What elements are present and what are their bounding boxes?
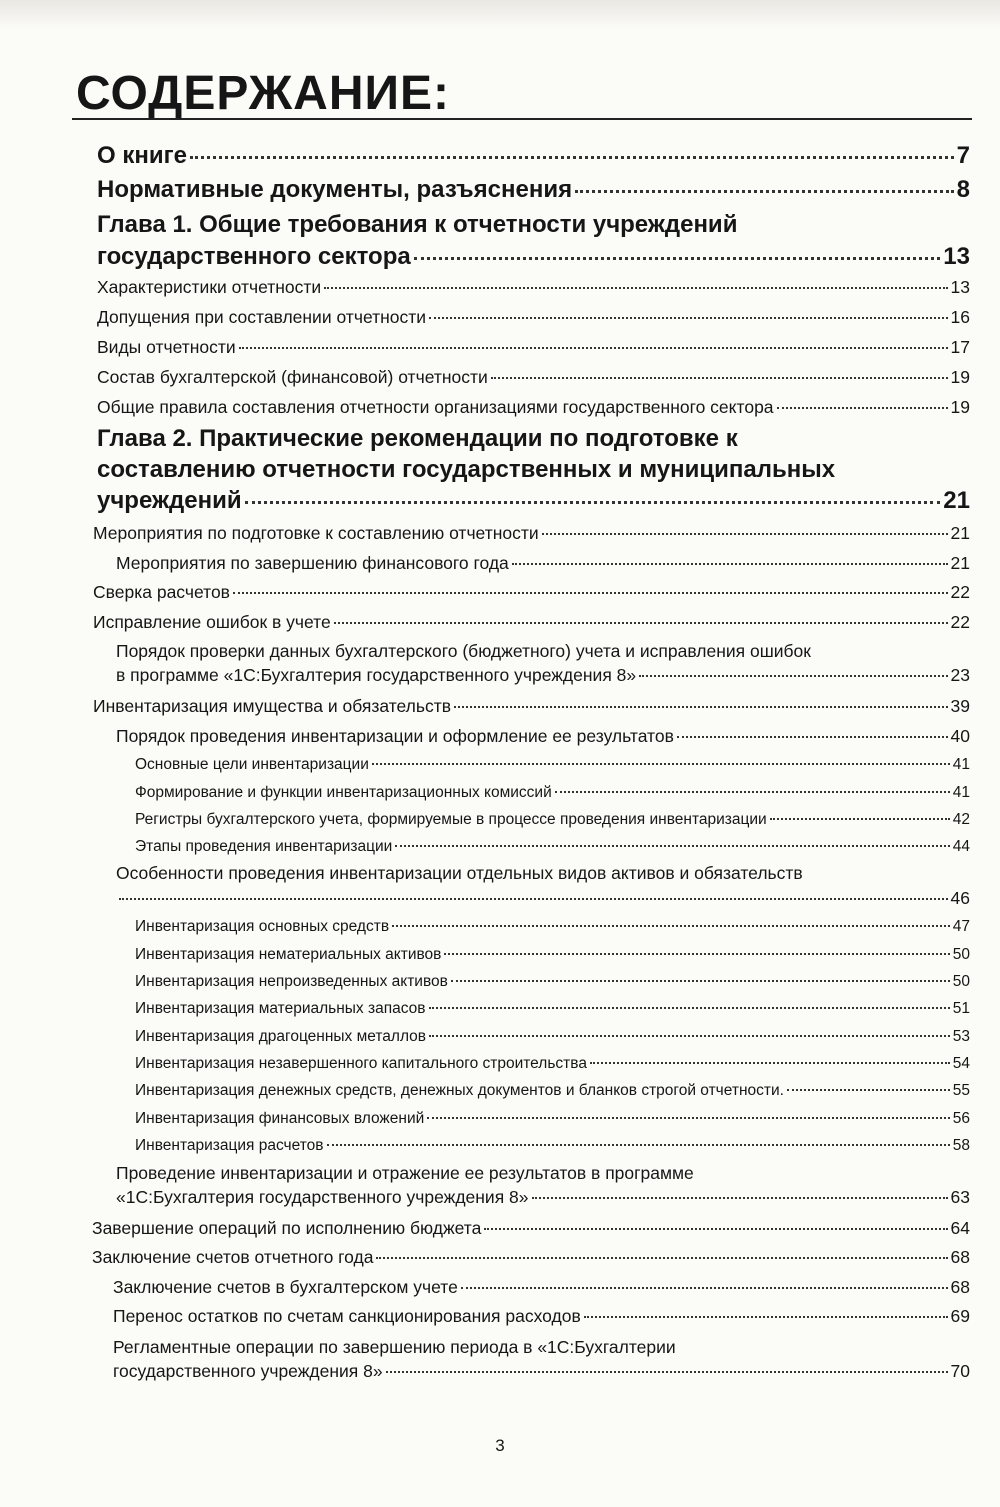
- dot-leader: [245, 501, 941, 504]
- toc-entry-label: Завершение операций по исполнению бюджета: [92, 1218, 482, 1238]
- toc-entry-label: Этапы проведения инвентаризации: [135, 838, 393, 855]
- dot-leader: [575, 190, 954, 193]
- toc-entry-label: Инвентаризация драгоценных металлов: [135, 1028, 427, 1045]
- toc-entry-page: 63: [950, 1187, 970, 1207]
- toc-entry[interactable]: [92, 1218, 970, 1239]
- toc-entry-label: О книге: [97, 142, 187, 169]
- toc-entry-label: Инвентаризация имущества и обязательств: [93, 696, 452, 716]
- toc-entry[interactable]: [97, 397, 970, 418]
- toc-entry-label: Общие правила составления отчетности организациями государственного сектора: [97, 397, 774, 417]
- dot-leader: [639, 675, 947, 677]
- toc-entry[interactable]: [97, 277, 970, 298]
- toc-entry-page: 64: [950, 1218, 970, 1238]
- dot-leader: [239, 347, 948, 349]
- toc-entry-label: Виды отчетности: [97, 337, 236, 357]
- toc-entry-label: Состав бухгалтерской (финансовой) отчетности: [97, 367, 488, 387]
- toc-entry-page: 19: [950, 367, 970, 387]
- toc-entry-page: 70: [950, 1361, 970, 1381]
- toc-entry[interactable]: [113, 1277, 970, 1298]
- toc-entry-page: 23: [950, 665, 970, 685]
- toc-entry-page: 42: [952, 811, 970, 828]
- toc-entry-label-continued: «1С:Бухгалтерия государственного учреждения 8»: [116, 1187, 529, 1207]
- toc-entry[interactable]: [113, 1337, 970, 1382]
- dot-leader: [190, 156, 954, 159]
- toc-entry-label: Инвентаризация материальных запасов: [135, 1000, 426, 1017]
- toc-entry-label-continued: учреждений: [97, 487, 242, 514]
- title-divider: [72, 118, 972, 120]
- toc-entry-chapter-2[interactable]: [97, 425, 970, 515]
- toc-entry[interactable]: [135, 838, 970, 856]
- dot-leader: [451, 980, 950, 982]
- dot-leader: [584, 1316, 948, 1318]
- toc-entry-label: Мероприятия по подготовке к составлению отчетности: [93, 523, 539, 543]
- toc-entry-page: 41: [952, 756, 970, 773]
- toc-entry-page: 16: [950, 307, 970, 327]
- page-title: СОДЕРЖАНИЕ:: [76, 67, 450, 120]
- toc-entry[interactable]: [97, 307, 970, 328]
- dot-leader: [414, 257, 941, 260]
- toc-entry-page: 44: [952, 838, 970, 855]
- toc-entry-page: 13: [950, 277, 970, 297]
- toc-entry-page: 47: [952, 918, 970, 935]
- dot-leader: [119, 898, 948, 900]
- toc-entry-page: 21: [943, 487, 970, 514]
- toc-entry[interactable]: [93, 523, 970, 544]
- dot-leader: [376, 1257, 947, 1259]
- toc-entry-page: 22: [950, 582, 970, 602]
- dot-leader: [334, 622, 948, 624]
- toc-entry-page: 19: [950, 397, 970, 417]
- dot-leader: [429, 317, 947, 319]
- toc-entry[interactable]: [93, 612, 970, 633]
- toc-entry-page: 21: [950, 553, 970, 573]
- dot-leader: [555, 791, 950, 793]
- toc-entry-page: 13: [943, 243, 970, 270]
- toc-entry-label: Заключение счетов в бухгалтерском учете: [113, 1277, 458, 1297]
- toc-entry-page: 50: [952, 973, 970, 990]
- toc-entry-label: Глава 1. Общие требования к отчетности учреждений: [97, 211, 738, 238]
- dot-leader: [386, 1371, 948, 1373]
- toc-entry-chapter-1[interactable]: [97, 211, 970, 271]
- toc-entry-page: 40: [950, 726, 970, 746]
- toc-entry-label: Сверка расчетов: [93, 582, 230, 602]
- toc-entry[interactable]: [135, 1028, 970, 1046]
- toc-entry[interactable]: [97, 367, 970, 388]
- toc-entry-page: 22: [950, 612, 970, 632]
- toc-entry[interactable]: [135, 918, 970, 936]
- toc-entry[interactable]: [135, 784, 970, 802]
- dot-leader: [777, 407, 948, 409]
- toc-entry-label: Основные цели инвентаризации: [135, 756, 369, 773]
- toc-entry-page: 68: [950, 1277, 970, 1297]
- toc-entry[interactable]: [135, 946, 970, 964]
- toc-entry[interactable]: [97, 337, 970, 358]
- toc-entry-page: 8: [956, 176, 970, 203]
- toc-entry-page: 53: [952, 1028, 970, 1045]
- toc-entry-label: Инвентаризация основных средств: [135, 918, 390, 935]
- toc-entry-page: 69: [950, 1306, 970, 1326]
- toc-entry[interactable]: [116, 863, 970, 909]
- toc-entry-page: 55: [952, 1082, 970, 1099]
- toc-entry-label: Мероприятия по завершению финансового года: [116, 553, 509, 573]
- toc-entry-label: Инвентаризация нематериальных активов: [135, 946, 442, 963]
- toc-entry-page: 50: [952, 946, 970, 963]
- dot-leader: [484, 1228, 947, 1230]
- toc-entry-regulations[interactable]: [97, 176, 970, 204]
- toc-entry-label: Порядок проверки данных бухгалтерского (бюджетного) учета и исправления ошибок: [116, 641, 811, 661]
- page-number: 3: [495, 1436, 505, 1455]
- toc-entry[interactable]: [135, 1055, 970, 1073]
- toc-entry[interactable]: [93, 582, 970, 603]
- toc-entry-label: Инвентаризация непроизведенных активов: [135, 973, 448, 990]
- toc-entry-label: Порядок проведения инвентаризации и оформление ее результатов: [116, 726, 674, 746]
- toc-entry-label: Особенности проведения инвентаризации отдельных видов активов и обязательств: [116, 863, 803, 883]
- toc-entry-label: Заключение счетов отчетного года: [92, 1247, 374, 1267]
- toc-entry[interactable]: [116, 726, 970, 747]
- dot-leader: [787, 1089, 950, 1091]
- dot-leader: [491, 377, 948, 379]
- dot-leader: [590, 1062, 950, 1064]
- toc-entry-page: 21: [950, 523, 970, 543]
- toc-entry-label: Допущения при составлении отчетности: [97, 307, 427, 327]
- dot-leader: [392, 925, 950, 927]
- toc-entry[interactable]: [116, 641, 970, 686]
- toc-entry-label-continued: государственного сектора: [97, 243, 411, 270]
- toc-entry-label: Инвентаризация денежных средств, денежных документов и бланков строгой отчетности.: [135, 1082, 784, 1099]
- dot-leader: [395, 845, 949, 847]
- toc-entry-label: Исправление ошибок в учете: [93, 612, 331, 632]
- dot-leader: [512, 563, 948, 565]
- toc-entry[interactable]: [92, 1247, 970, 1268]
- toc-entry-label: Глава 2. Практические рекомендации по подготовке к: [97, 425, 738, 452]
- dot-leader: [461, 1287, 948, 1289]
- dot-leader: [427, 1117, 949, 1119]
- dot-leader: [429, 1035, 950, 1037]
- toc-entry[interactable]: [93, 696, 970, 717]
- toc-entry[interactable]: [135, 973, 970, 991]
- toc-entry-label: Регламентные операции по завершению периода в «1С:Бухгалтерии: [113, 1337, 676, 1357]
- dot-leader: [542, 533, 948, 535]
- toc-entry-label: Формирование и функции инвентаризационных комиссий: [135, 784, 552, 801]
- dot-leader: [770, 818, 950, 820]
- toc-entry-label: Нормативные документы, разъяснения: [97, 176, 573, 203]
- toc-entry-label: Инвентаризация незавершенного капитального строительства: [135, 1055, 587, 1072]
- toc-entry[interactable]: [113, 1306, 970, 1327]
- toc-entry-label: Перенос остатков по счетам санкционирования расходов: [113, 1306, 581, 1326]
- toc-entry-label: Регистры бухгалтерского учета, формируемые в процессе проведения инвентаризации: [135, 811, 767, 828]
- toc-entry[interactable]: [116, 553, 970, 574]
- toc-entry-page: 7: [956, 142, 970, 169]
- toc-entry-label: Проведение инвентаризации и отражение ее результатов в программе: [116, 1163, 694, 1183]
- toc-entry[interactable]: [116, 1163, 970, 1208]
- dot-leader: [327, 1144, 950, 1146]
- dot-leader: [429, 1007, 950, 1009]
- toc-entry-label-continued: составлению отчетности государственных и муниципальных: [97, 456, 836, 483]
- toc-entry-page: 54: [952, 1055, 970, 1072]
- dot-leader: [444, 953, 949, 955]
- dot-leader: [372, 763, 950, 765]
- toc-entry[interactable]: [135, 1110, 970, 1128]
- toc-entry-label-continued: в программе «1С:Бухгалтерия государственного учреждения 8»: [116, 665, 637, 685]
- toc-entry-label-continued: государственного учреждения 8»: [113, 1361, 383, 1381]
- toc-entry-page: 39: [950, 696, 970, 716]
- toc-entry-about-book[interactable]: [97, 142, 970, 170]
- dot-leader: [233, 592, 948, 594]
- dot-leader: [532, 1197, 948, 1199]
- toc-entry[interactable]: [135, 1137, 970, 1155]
- toc-entry-label: Характеристики отчетности: [97, 277, 322, 297]
- scan-edge: [0, 0, 1000, 30]
- dot-leader: [324, 287, 947, 289]
- toc-entry[interactable]: [135, 756, 970, 774]
- toc-entry-page: 56: [952, 1110, 970, 1127]
- toc-entry[interactable]: [135, 811, 970, 829]
- dot-leader: [454, 706, 947, 708]
- toc-entry[interactable]: [135, 1000, 970, 1018]
- toc-entry-page: 46: [950, 888, 970, 908]
- toc-entry-label: Инвентаризация расчетов: [135, 1137, 324, 1154]
- toc-entry-page: 51: [952, 1000, 970, 1017]
- toc-entry[interactable]: [135, 1082, 970, 1100]
- toc-entry-page: 68: [950, 1247, 970, 1267]
- toc-entry-page: 17: [950, 337, 970, 357]
- toc-entry-label: Инвентаризация финансовых вложений: [135, 1110, 425, 1127]
- toc-entry-page: 58: [952, 1137, 970, 1154]
- toc-entry-page: 41: [952, 784, 970, 801]
- dot-leader: [677, 736, 948, 738]
